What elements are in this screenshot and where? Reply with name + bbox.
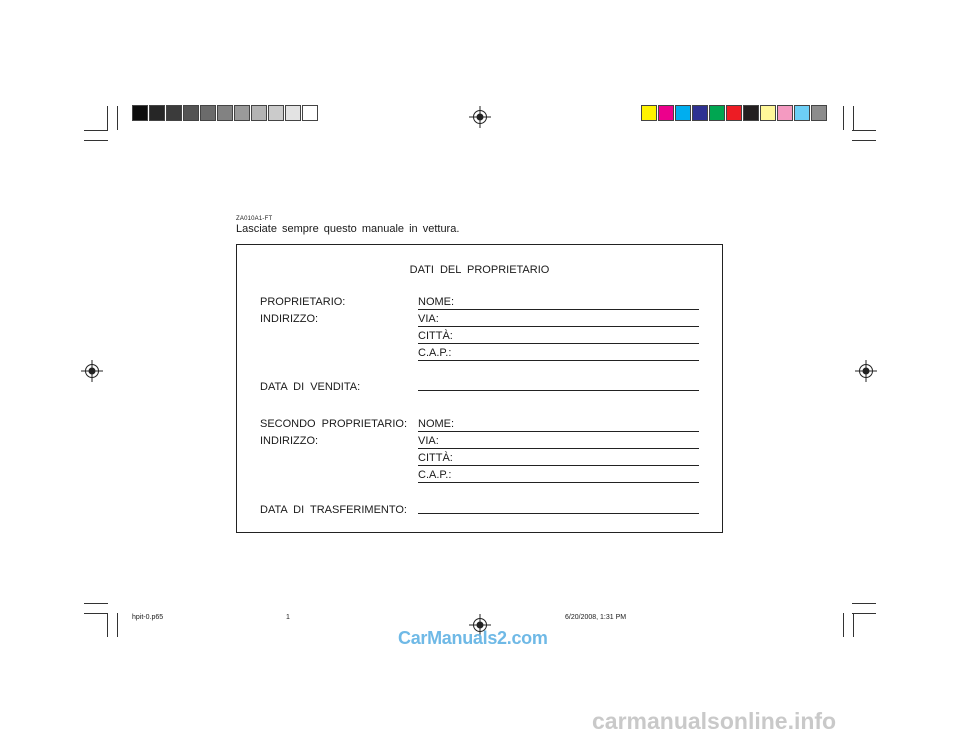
color-swatch — [726, 105, 742, 121]
color-swatch — [811, 105, 827, 121]
gray-swatch — [302, 105, 318, 121]
color-swatch — [777, 105, 793, 121]
footer-file-name: hpit-0.p65 — [132, 614, 164, 621]
field-label: CITTÀ: — [418, 452, 453, 464]
sale-date-label: DATA DI VENDITA: — [260, 381, 361, 393]
color-swatch — [709, 105, 725, 121]
transfer-date-field[interactable] — [418, 499, 699, 514]
color-swatch — [675, 105, 691, 121]
carmanualsonline-watermark[interactable]: carmanualsonline.info — [592, 708, 837, 734]
gray-swatch — [183, 105, 199, 121]
color-calibration-bar — [641, 105, 828, 121]
second-owner-street-field[interactable] — [418, 434, 699, 449]
footer-page-number: 1 — [286, 614, 290, 621]
registration-mark-icon — [81, 360, 103, 382]
second-owner-zip-field[interactable] — [418, 468, 699, 483]
gray-swatch — [166, 105, 182, 121]
gray-swatch — [132, 105, 148, 121]
gray-swatch — [251, 105, 267, 121]
carmanuals2-watermark[interactable]: CarManuals2.com — [398, 628, 548, 648]
color-swatch — [692, 105, 708, 121]
gray-swatch — [285, 105, 301, 121]
transfer-date-label: DATA DI TRASFERIMENTO: — [260, 504, 407, 516]
field-label: NOME: — [418, 296, 455, 308]
owner-name-field[interactable] — [418, 295, 699, 310]
field-label: VIA: — [418, 435, 439, 447]
color-swatch — [760, 105, 776, 121]
field-label: C.A.P.: — [418, 469, 452, 481]
owner-label: PROPRIETARIO: — [260, 296, 346, 308]
field-label: C.A.P.: — [418, 347, 452, 359]
form-title: DATI DEL PROPRIETARIO — [409, 264, 550, 276]
gray-calibration-bar — [132, 105, 319, 121]
address-label: INDIRIZZO: — [260, 313, 319, 325]
registration-mark-icon — [855, 360, 877, 382]
gray-swatch — [268, 105, 284, 121]
second-owner-name-field[interactable] — [418, 417, 699, 432]
gray-swatch — [149, 105, 165, 121]
color-swatch — [658, 105, 674, 121]
section-code: ZA010A1-FT — [236, 216, 273, 222]
color-swatch — [743, 105, 759, 121]
gray-swatch — [234, 105, 250, 121]
color-swatch — [794, 105, 810, 121]
owner-street-field[interactable] — [418, 312, 699, 327]
second-owner-city-field[interactable] — [418, 451, 699, 466]
owner-zip-field[interactable] — [418, 346, 699, 361]
sale-date-field[interactable] — [418, 376, 699, 391]
second-address-label: INDIRIZZO: — [260, 435, 319, 447]
footer-timestamp: 6/20/2008, 1:31 PM — [565, 614, 627, 621]
field-label: NOME: — [418, 418, 455, 430]
registration-mark-icon — [469, 106, 491, 128]
owner-city-field[interactable] — [418, 329, 699, 344]
second-owner-label: SECONDO PROPRIETARIO: — [260, 418, 408, 430]
owner-data-form — [236, 244, 723, 533]
field-label: CITTÀ: — [418, 330, 453, 342]
field-label: VIA: — [418, 313, 439, 325]
color-swatch — [641, 105, 657, 121]
intro-text: Lasciate sempre questo manuale in vettura. — [236, 223, 460, 235]
gray-swatch — [217, 105, 233, 121]
gray-swatch — [200, 105, 216, 121]
